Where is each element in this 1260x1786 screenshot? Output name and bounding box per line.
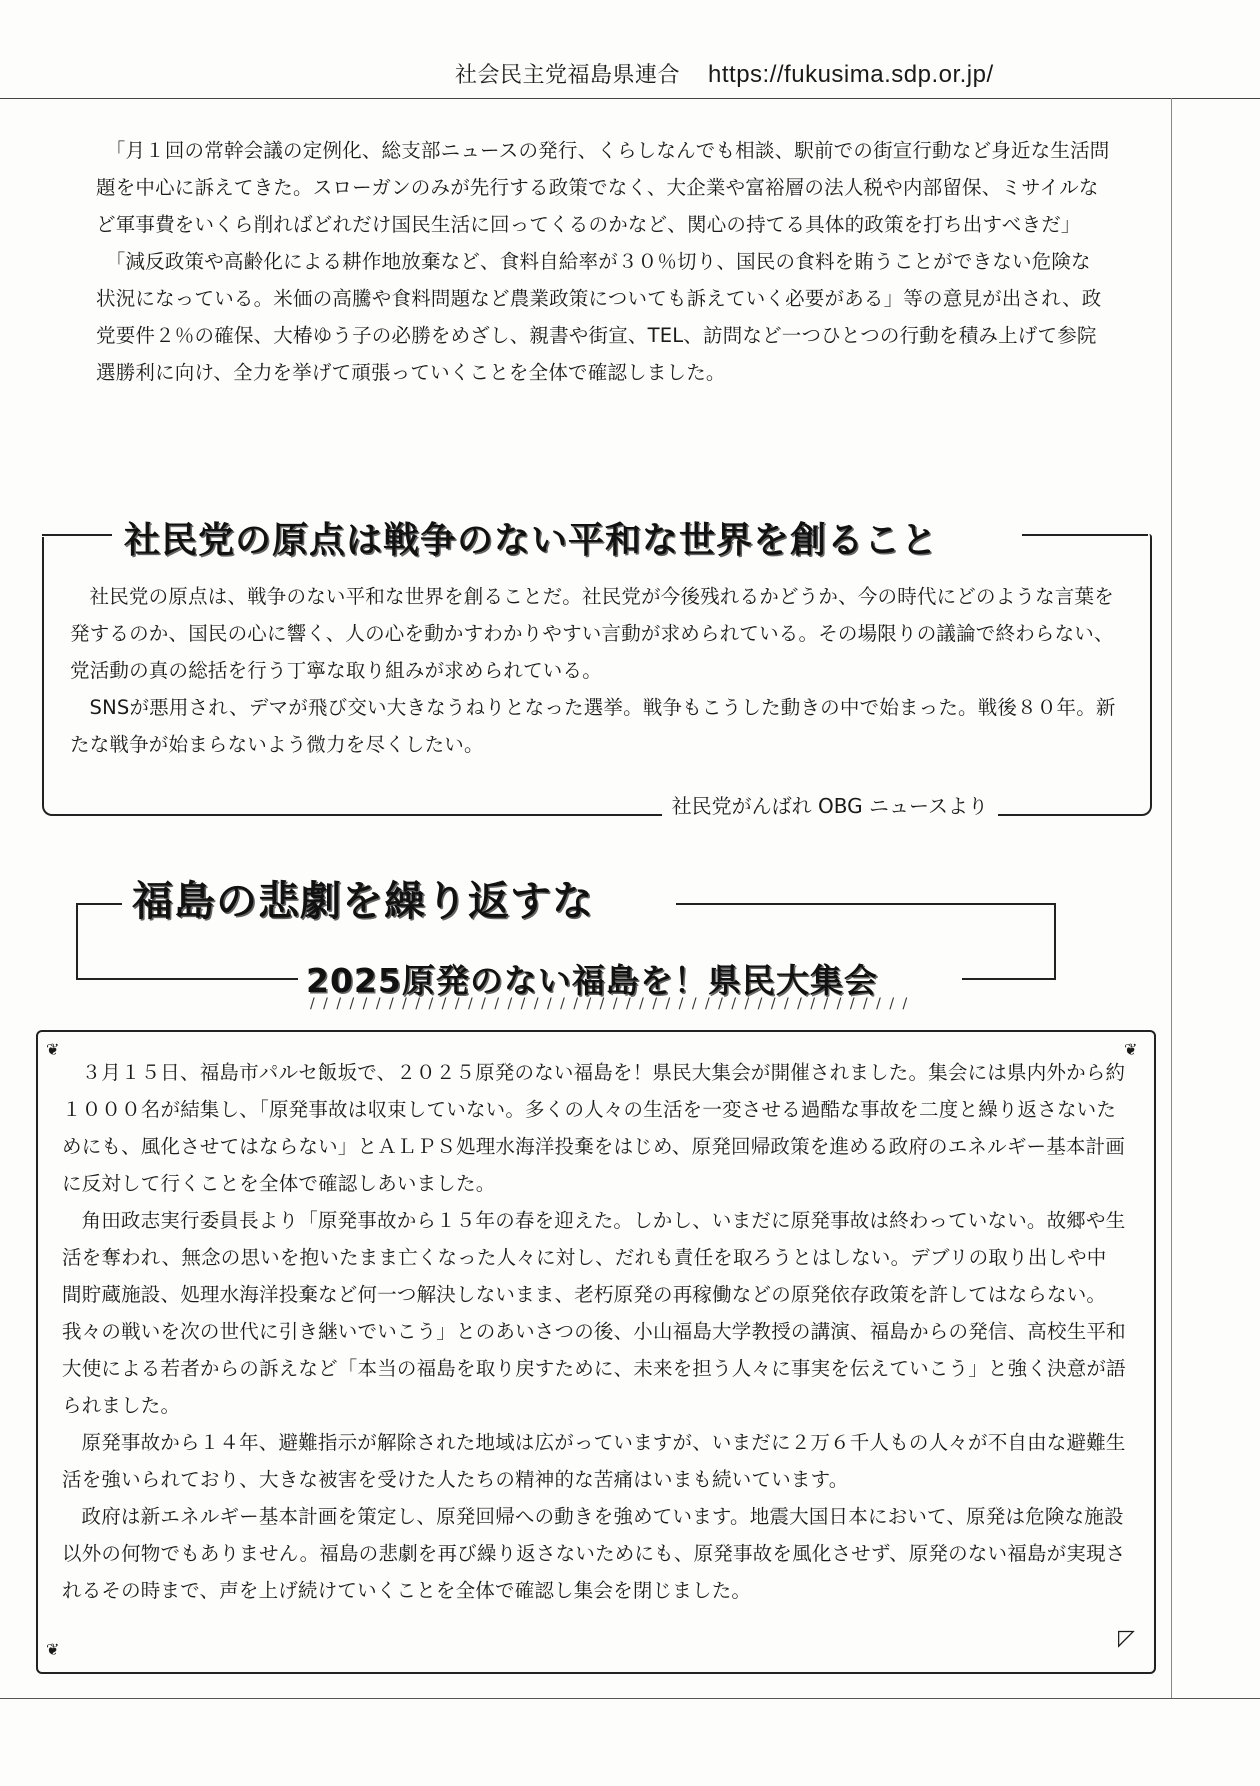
section1-paragraph: 「減反政策や高齢化による耕作地放棄など、食料自給率が３０％切り、国民の食料を賄うことができない危険な状況になっている。米価の高騰や食料問題など農業政策についても訴えていく必要がある」等の意見が出され、政党要件２％の確保、大椿ゆう子の必勝をめざし、親書や街宣、TEL、訪問など一つひとつの行動を積み上げて参院選勝利に向け、全力を挙げて頑張っていくことを全体で確認しました。: [96, 250, 1102, 384]
section3-paragraph: 政府は新エネルギー基本計画を策定し、原発回帰への動きを強めています。地震大国日本において、原発は危険な施設以外の何物でもありません。福島の悲劇を再び繰り返さないためにも、原発事故を風化させず、原発のない福島が実現されるその時まで、声を上げ続けていくことを全体で確認し集会を閉じました。: [62, 1505, 1126, 1602]
section2-heading: 社民党の原点は戦争のない平和な世界を創ること: [124, 520, 939, 561]
section3-paragraph: 原発事故から１４年、避難指示が解除された地域は広がっていますが、いまだに２万６千人もの人々が不自由な避難生活を強いられており、大きな被害を受けた人たちの精神的な苦痛はいまも続いています。: [62, 1431, 1126, 1491]
section3-heading: 福島の悲劇を繰り返すな: [132, 877, 594, 925]
section3-paragraph: 角田政志実行委員長より「原発事故から１５年の春を迎えた。しかし、いまだに原発事故は終わっていない。故郷や生活を奪われ、無念の思いを抱いたまま亡くなった人々に対し、だれも責任を取ろうとはしない。デブリの取り出しや中間貯蔵施設、処理水海洋投棄など何一つ解決しないまま、老朽原発の再稼働などの原発依存政策を許してはならない。我々の戦いを次の世代に引き継いでいこう」とのあいさつの後、小山福島大学教授の講演、福島からの発信、高校生平和大使による若者からの訴えなど「本当の福島を取り戻すために、未来を担う人々に事実を伝えていこう」と強く決意が語られました。: [62, 1209, 1126, 1417]
section1-paragraph: 「月１回の常幹会議の定例化、総支部ニュースの発行、くらしなんでも相談、駅前での街宣行動など身近な生活問題を中心に訴えてきた。スローガンのみが先行する政策でなく、大企業や富裕層の法人税や内部留保、ミサイルなど軍事費をいくら削ればどれだけ国民生活に回ってくるのかなど、関心の持てる具体的政策を打ち出すべきだ」: [96, 139, 1110, 236]
page-header: [455, 58, 994, 89]
section2-paragraph: SNSが悪用され、デマが飛び交い大きなうねりとなった選挙。戦争もこうした動きの中で始まった。戦後８０年。新たな戦争が始まらないよう微力を尽くしたい。: [70, 696, 1116, 756]
corner-ornament-icon: ❦: [46, 1640, 60, 1659]
heading-bracket-left: [76, 903, 78, 979]
page-bottom-rule: [0, 1698, 1260, 1699]
section3-body: [62, 1054, 1126, 1609]
organization-name: 社会民主党福島県連合: [455, 63, 681, 88]
decorative-hatching: / / / / / / / / / / / / / / / / / / / / / / / / / / / / / / / / / / / / / / / / / / / / / /: [310, 996, 910, 1010]
section3-paragraph: ３月１５日、福島市パルセ飯坂で、２０２５原発のない福島を！県民大集会が開催されました。集会には県内外から約１０００名が結集し、「原発事故は収束していない。多くの人々の生活を一変させる過酷な事故を二度と繰り返さないためにも、風化させてはならない」とＡＬＰＳ処理水海洋投棄をはじめ、原発回帰政策を進める政府のエネルギー基本計画に反対して行くことを全体で確認しあいました。: [62, 1061, 1126, 1195]
heading-rule-right: [1022, 534, 1148, 536]
section2-paragraph: 社民党の原点は、戦争のない平和な世界を創ることだ。社民党が今後残れるかどうか、今の時代にどのような言葉を発するのか、国民の心に響く、人の心を動かすわかりやすい言動が求められている。その場限りの議論で終わらない、党活動の真の総括を行う丁寧な取り組みが求められている。: [70, 585, 1114, 682]
section1-body: [96, 132, 1110, 391]
corner-ornament-icon: ❦: [1124, 1040, 1138, 1059]
section2-body: [70, 578, 1130, 763]
source-credit: 社民党がんばれ OBG ニュースより: [662, 790, 998, 819]
heading-bracket-right: [1054, 903, 1056, 979]
section3-subheading: 2025原発のない福島を！県民大集会: [306, 961, 878, 1000]
header-rule: [0, 98, 1260, 99]
page-curl-icon: ◸: [1118, 1626, 1135, 1651]
corner-ornament-icon: ❦: [46, 1040, 60, 1059]
subheading-rule-left: [76, 978, 298, 980]
heading-rule-left: [76, 903, 122, 905]
page-right-rule: [1171, 98, 1172, 1698]
heading-rule-left: [42, 534, 112, 536]
subheading-rule-right: [962, 978, 1056, 980]
heading-rule-right: [676, 903, 1056, 905]
website-url: https://fukusima.sdp.or.jp/: [708, 61, 994, 88]
